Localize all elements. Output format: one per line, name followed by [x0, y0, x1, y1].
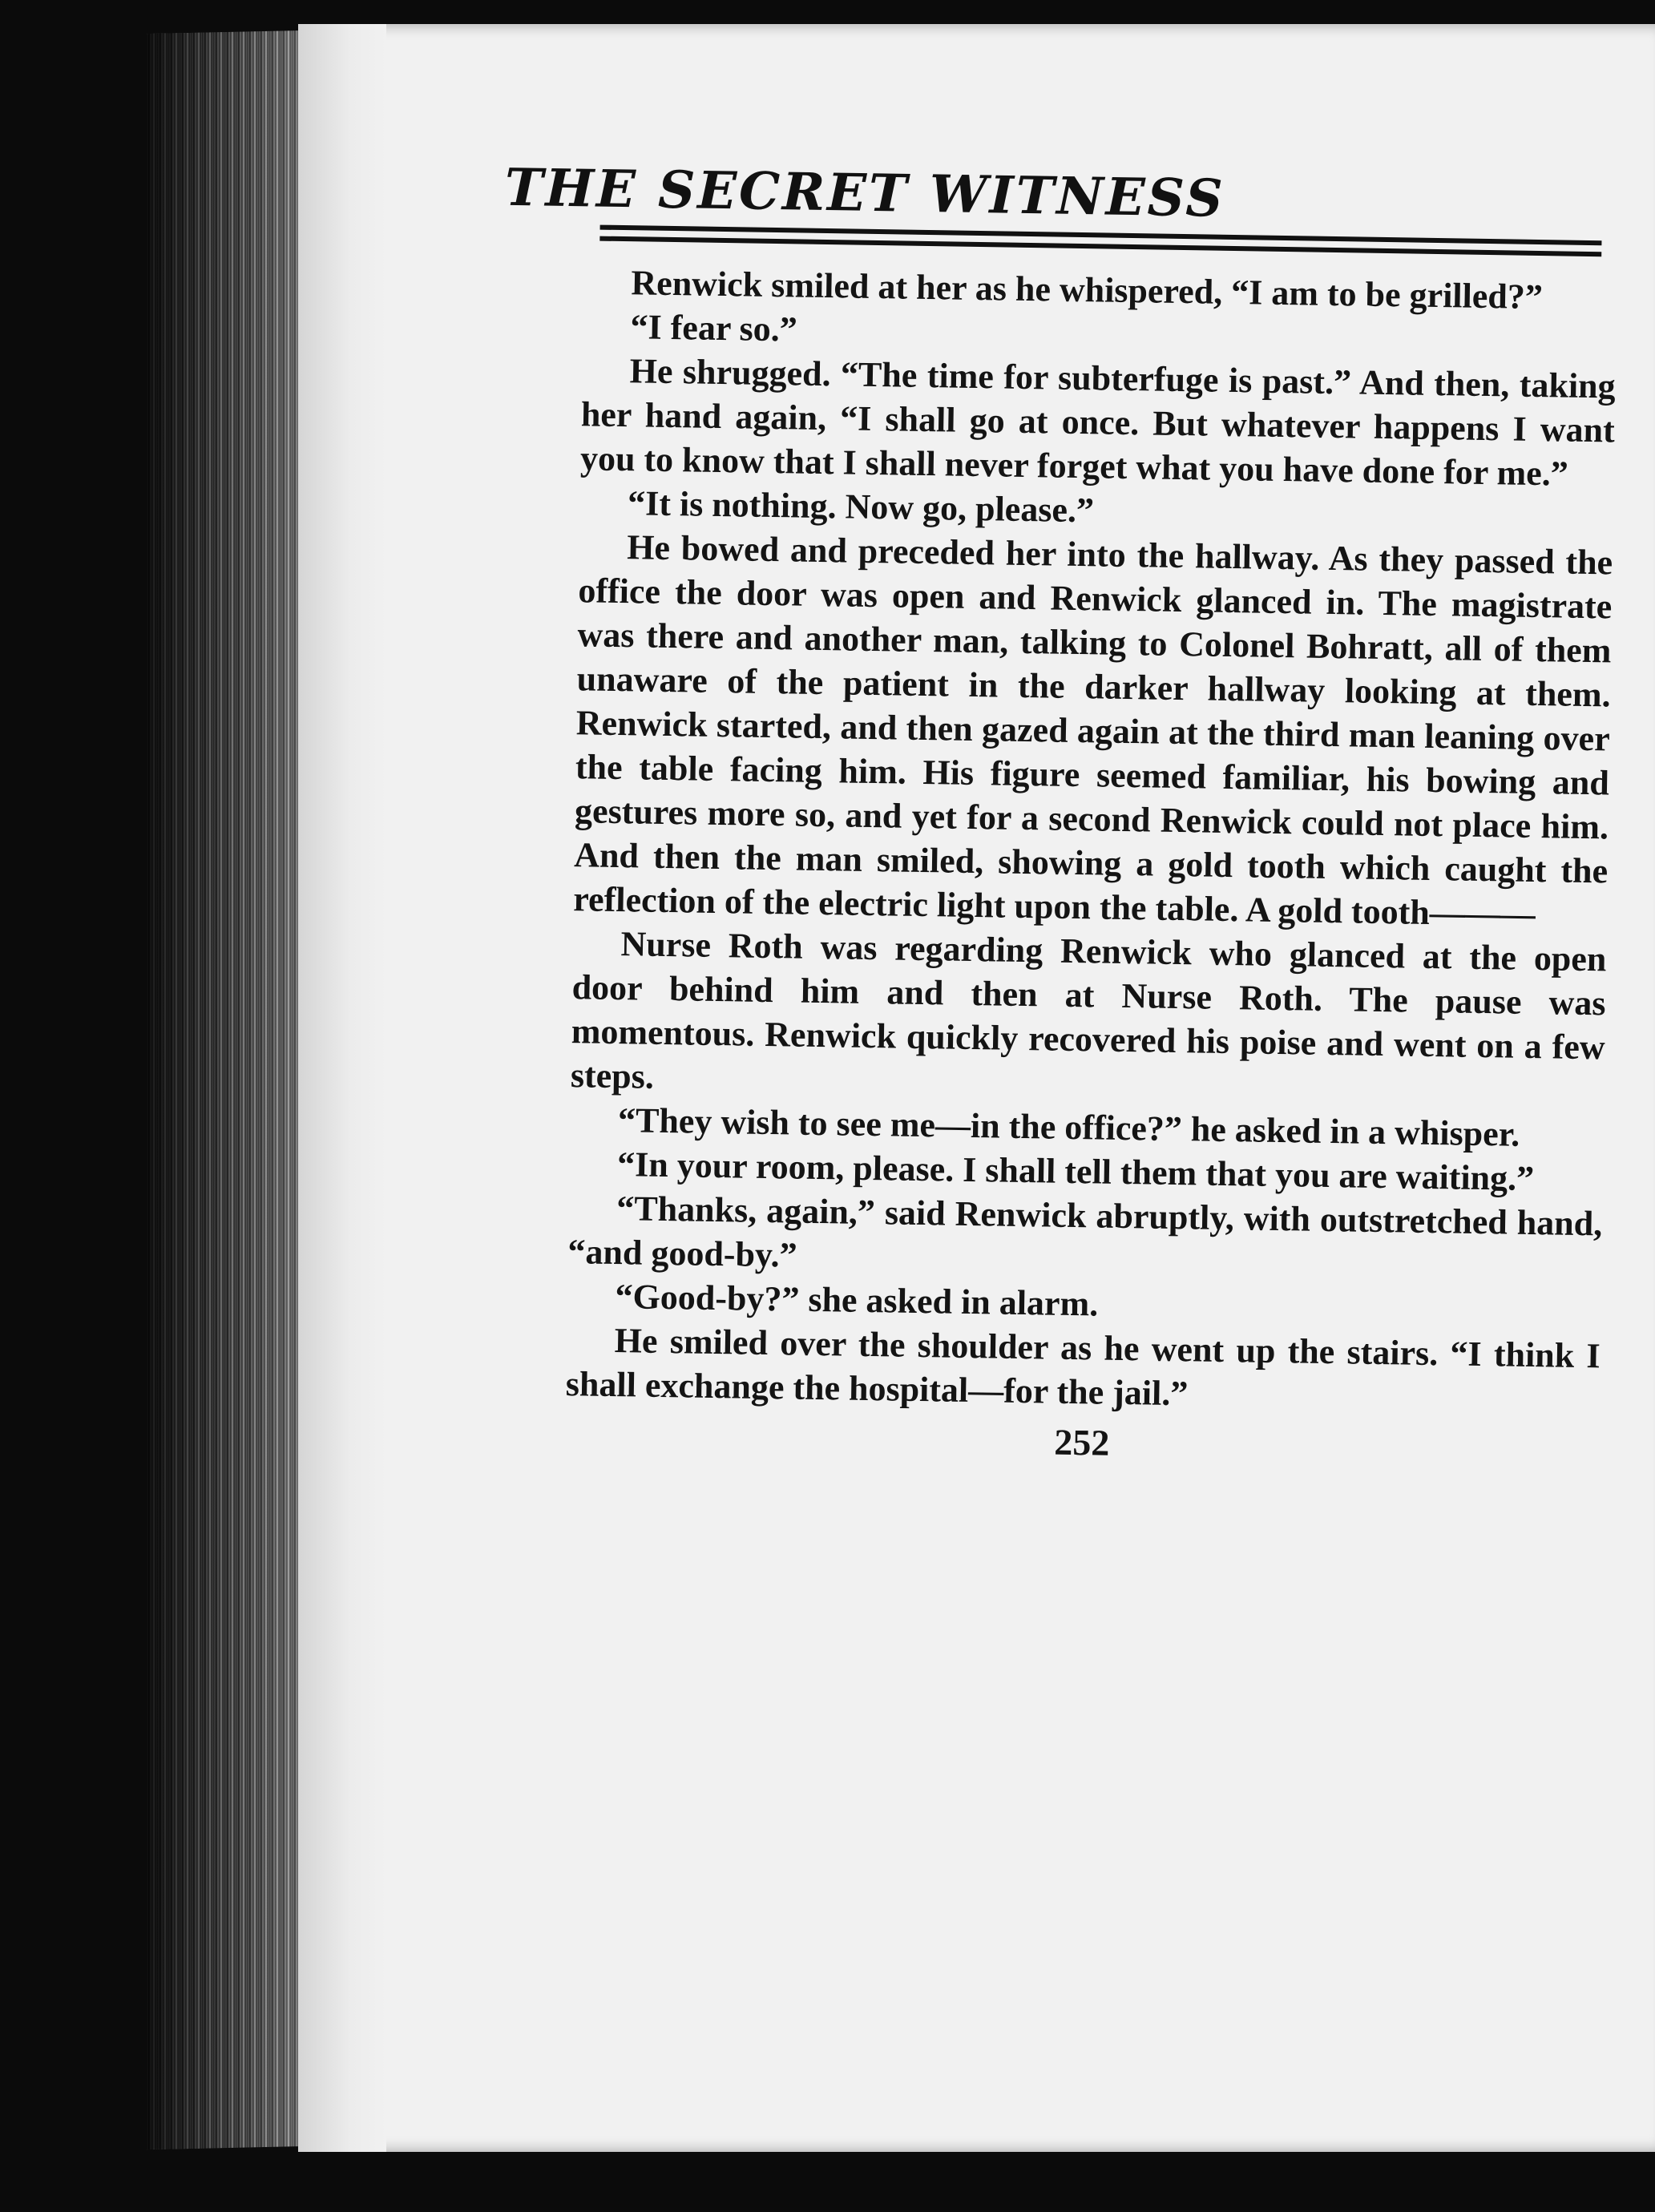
paragraph: “Good-by?” she asked in alarm. — [615, 1277, 1099, 1324]
paragraph: He bowed and preceded her into the hallway. As they passed the office the door was open and Renwick glanced in. The magistrate was there and another man, talking to Colonel Bohratt, all of them unaware of the patient in the darker hallway looking at them. Renwick started, and then gazed again at the third man leaning over the table facing him. His figure seemed familiar, his bowing and gestures more so, and yet for a second Renwick could not place him. And then the man smiled, showing a gold tooth which caught the reflection of the electric light upon the table. A gold tooth——— — [573, 527, 1613, 934]
paragraph: “They wish to see me—in the office?” he asked in a whisper. — [617, 1100, 1520, 1154]
text-block — [244, 152, 1617, 1475]
body-text — [565, 260, 1617, 1422]
paragraph: “I fear so.” — [630, 307, 798, 349]
head-rule — [599, 225, 1601, 257]
paragraph: Renwick smiled at her as he whispered, “I am to be grilled?” — [631, 263, 1544, 317]
paragraph: “In your room, please. I shall tell them that you are waiting.” — [616, 1144, 1535, 1199]
paragraph: He smiled over the shoulder as he went up the stairs. “I think I shall exchange the hospital—for the jail.” — [565, 1321, 1601, 1414]
running-head: THE SECRET WITNESS — [504, 157, 1226, 229]
paragraph: “Thanks, again,” said Renwick abruptly, with outstretched hand, “and good-by.” — [567, 1189, 1603, 1275]
page-number: 252 — [1053, 1421, 1110, 1463]
paragraph: He shrugged. “The time for subterfuge is past.” And then, taking her hand again, “I shall go at once. But whatever happens I want you to know that I shall never forget what you have done for me.” — [579, 351, 1617, 494]
paragraph: Nurse Roth was regarding Renwick who glanced at the open door behind him and then at Nurse Roth. The pause was momentous. Renwick quickly recovered his poise and went on a few steps. — [570, 924, 1607, 1096]
paragraph: “It is nothing. Now go, please.” — [627, 483, 1095, 531]
